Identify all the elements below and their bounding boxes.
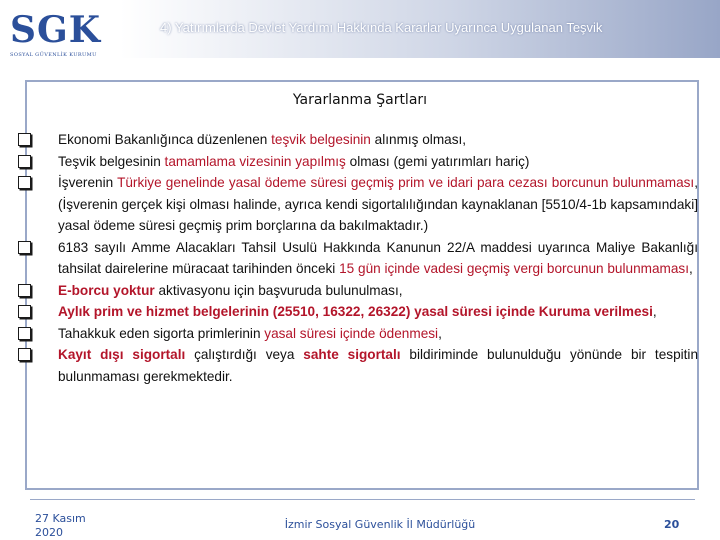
item-text: aktivasyonu için başvuruda bulunulması, [154,282,403,298]
section-heading: Yararlanma Şartları [292,92,428,108]
item-text: Teşvik belgesinin [58,153,165,169]
list-item [18,344,698,387]
checkbox-bullet-icon [18,284,31,297]
item-text: olması (gemi yatırımları hariç) [345,153,530,169]
item-text: İşverenin [58,175,118,190]
item-highlight: yasal süresi içinde ödenmesi [264,325,439,341]
logo-letters: SGK [10,9,102,51]
sgk-logo [6,8,116,62]
footer-organization: İzmir Sosyal Güvenlik İl Müdürlüğü [284,518,476,531]
item-text: , [652,304,657,319]
item-text: , (İşverenin gerçek kişi olması halinde, ayrıca kendi sigortalılığından kaynaklanan [5510/4-1b kapsamındaki] yasal ödeme süresi geçmiş prim borçlarına da bakılmaktadır.) [58,175,699,233]
item-highlight: tamamlama vizesinin yapılmış [164,153,346,169]
page-number: 20 [664,518,680,531]
list-item [18,301,698,323]
item-highlight: Aylık prim ve hizmet belgelerinin (25510, 16322, 26322) yasal süresi içinde Kuruma verilmesi [58,304,653,319]
footer-date-year: 2020 [35,526,63,539]
checkbox-bullet-icon [18,241,31,254]
item-text: , [688,261,693,276]
item-highlight: 15 gün içinde vadesi geçmiş vergi borcunun bulunmaması [339,261,689,276]
list-item [18,151,698,173]
slide-title: 4) Yatırımlarda Devlet Yardımı Hakkında Kararlar Uyarınca Uygulanan Teşvik [160,20,603,35]
list-item [18,323,698,345]
item-text: çalıştırdığı veya [185,347,304,362]
list-item [18,237,698,280]
footer-divider [30,499,695,500]
item-highlight: E-borcu yoktur [58,282,155,298]
list-item [18,280,698,302]
item-text: Ekonomi Bakanlığınca düzenlenen [58,132,272,147]
logo-subtitle: SOSYAL GÜVENLİK KURUMU [10,52,97,58]
checkbox-bullet-icon [18,133,31,146]
item-highlight: sahte sigortalı [303,347,401,362]
conditions-list [18,129,698,387]
checkbox-bullet-icon [18,348,31,361]
checkbox-bullet-icon [18,176,31,189]
item-text: alınmış olması, [370,132,467,147]
list-item [18,129,698,151]
checkbox-bullet-icon [18,305,31,318]
item-text: , [438,325,442,341]
item-highlight: Kayıt dışı sigortalı [58,347,186,362]
item-highlight: Türkiye genelinde yasal ödeme süresi geçmiş prim ve idari para cezası borcunun bulunmaması [117,175,695,190]
list-item [18,172,698,237]
slide-header [0,0,720,72]
checkbox-bullet-icon [18,155,31,168]
item-text: bildiriminde bulunulduğu yönünde bir tespitin bulunmaması gerekmektedir. [58,347,699,384]
footer-date-day-month: 27 Kasım [35,512,86,525]
item-highlight: teşvik belgesinin [271,132,371,147]
item-text: 6183 sayılı Amme Alacakları Tahsil Usulü Hakkında Kanunun 22/A maddesi uyarınca Maliye Bakanlığı tahsilat dairelerine müracaat tarihinden önceki [58,239,698,276]
item-text: Tahakkuk eden sigorta primlerinin [58,325,265,341]
checkbox-bullet-icon [18,327,31,340]
